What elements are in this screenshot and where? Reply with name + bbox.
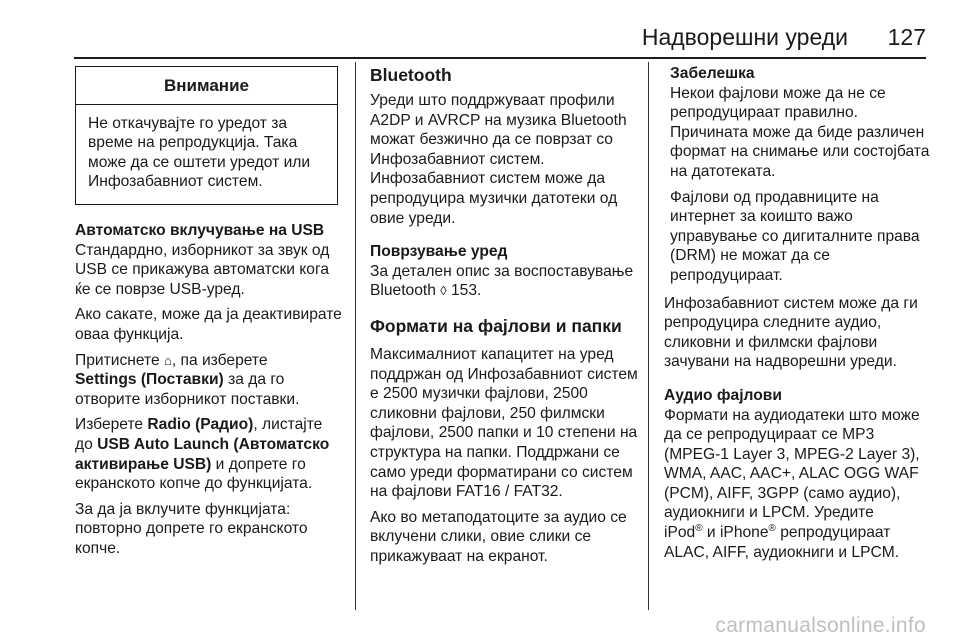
radio-label: Radio (Радио) <box>147 416 254 434</box>
settings-label: Settings (Поставки) <box>75 371 224 389</box>
paragraph-select-radio <box>75 415 343 493</box>
registered-mark: ® <box>768 522 776 534</box>
paragraph-enable-function: За да ја вклучите функцијата: повторно допрете го екранското копче. <box>75 500 308 557</box>
paragraph-usb-default: Стандардно, изборникот за звук од USB се прикажува автоматски кога ќе се поврзе USB-уред. <box>75 241 330 298</box>
page-title: Надворешни уреди <box>641 24 848 50</box>
note-paragraph-2: Фајлови од продавниците на интернет за коишто важо управување со дигиталните права (DRM) не можат да се репродуцираат. <box>670 188 920 284</box>
heading-connect-device: Поврзување уред <box>370 243 508 261</box>
text: и iPhone <box>702 524 769 542</box>
paragraph-max-capacity: Максималниот капацитет на уред поддржан од Инфозабавниот систем е 2500 музички фајлови, 2500 сликовни фајлови, 250 филмски фајлови, 2500 папки и 10 степени на структура на папки. Поддржани се само уреди форматирани со систем на фајлови FAT16 / FAT32. <box>370 345 638 501</box>
text: репродуцираат ALAC, AIFF, аудиокниги и LPCM. <box>664 524 900 561</box>
warning-title: Внимание <box>76 67 337 105</box>
note-paragraph-1: Некои фајлови може да не се репродуцираат правилно. Причината може да биде различен формат на снимање или состојбата на датотеката. <box>670 84 930 180</box>
paragraph-supported-files: Инфозабавниот систем може да ги репродуцира следните аудио, сликовни и филмски фајлови зачувани на надворешни уреди. <box>664 294 918 371</box>
note-block <box>664 64 932 286</box>
text: 153. <box>446 282 482 300</box>
heading-bluetooth: Bluetooth <box>370 65 452 85</box>
text: За детален опис за воспоставување Bluetooth <box>370 262 634 300</box>
column-divider-right <box>648 62 649 610</box>
column-middle <box>370 64 638 566</box>
warning-box <box>75 66 338 205</box>
paragraph-connect-ref <box>370 262 638 301</box>
paragraph-audio-formats: Формати на аудиодатеки што може да се репродуцираат се MP3 (MPEG-1 Layer 3, MPEG-2 Layer 3), WMA, AAC, AAC+, ALAC OGG WAF (PCM), AIFF, 3GPP (само аудио), аудиокниги и LPCM. Уредите <box>664 406 920 522</box>
column-right <box>664 64 932 562</box>
column-divider-left <box>355 62 356 610</box>
text: Изберете <box>75 416 148 434</box>
text: , па изберете <box>171 351 268 369</box>
header-rule <box>74 57 926 59</box>
text: iPod <box>664 524 696 542</box>
text: , листајте до <box>75 416 323 453</box>
paragraph-press-settings <box>75 351 343 410</box>
watermark: carmanualsonline.info <box>715 614 926 637</box>
text: за да го отворите изборникот поставки. <box>75 371 300 408</box>
paragraph-metadata-images: Ако во метаподатоците за аудио се вклучени слики, овие слики се прикажуваат на екранот. <box>370 508 627 565</box>
page-number: 127 <box>887 24 926 50</box>
paragraph-deactivate: Ако сакате, може да ја деактивирате оваа функција. <box>75 306 342 343</box>
page-ref-icon: ◊ <box>440 283 447 299</box>
note-title: Забелешка <box>670 65 755 82</box>
column-left <box>75 62 343 558</box>
home-icon: ⌂ <box>163 352 172 368</box>
text: Притиснете <box>75 351 164 369</box>
warning-body: Не откачувајте го уредот за време на репродукција. Така може да се оштети уредот или Инфозабавниот систем. <box>88 114 311 191</box>
registered-mark: ® <box>695 522 703 534</box>
heading-usb-autostart: Автоматско вклучување на USB <box>75 221 325 239</box>
heading-file-formats: Формати на фајлови и папки <box>370 315 622 336</box>
text: и допрете го екранското копче до функцијата. <box>75 455 313 493</box>
usb-auto-launch-label: USB Auto Launch (Автоматско активирање USB) <box>75 435 330 473</box>
page-header <box>0 0 960 62</box>
paragraph-bluetooth-profiles: Уреди што поддржуваат профили A2DP и AVRCP на музика Bluetooth можат безжично да се поврзат со Инфозабавниот систем. Инфозабавниот систем може да репродуцира музички датотеки од овие уреди. <box>370 92 627 227</box>
paragraph-ipod-iphone <box>664 523 932 562</box>
heading-audio-files: Аудио фајлови <box>664 386 782 404</box>
